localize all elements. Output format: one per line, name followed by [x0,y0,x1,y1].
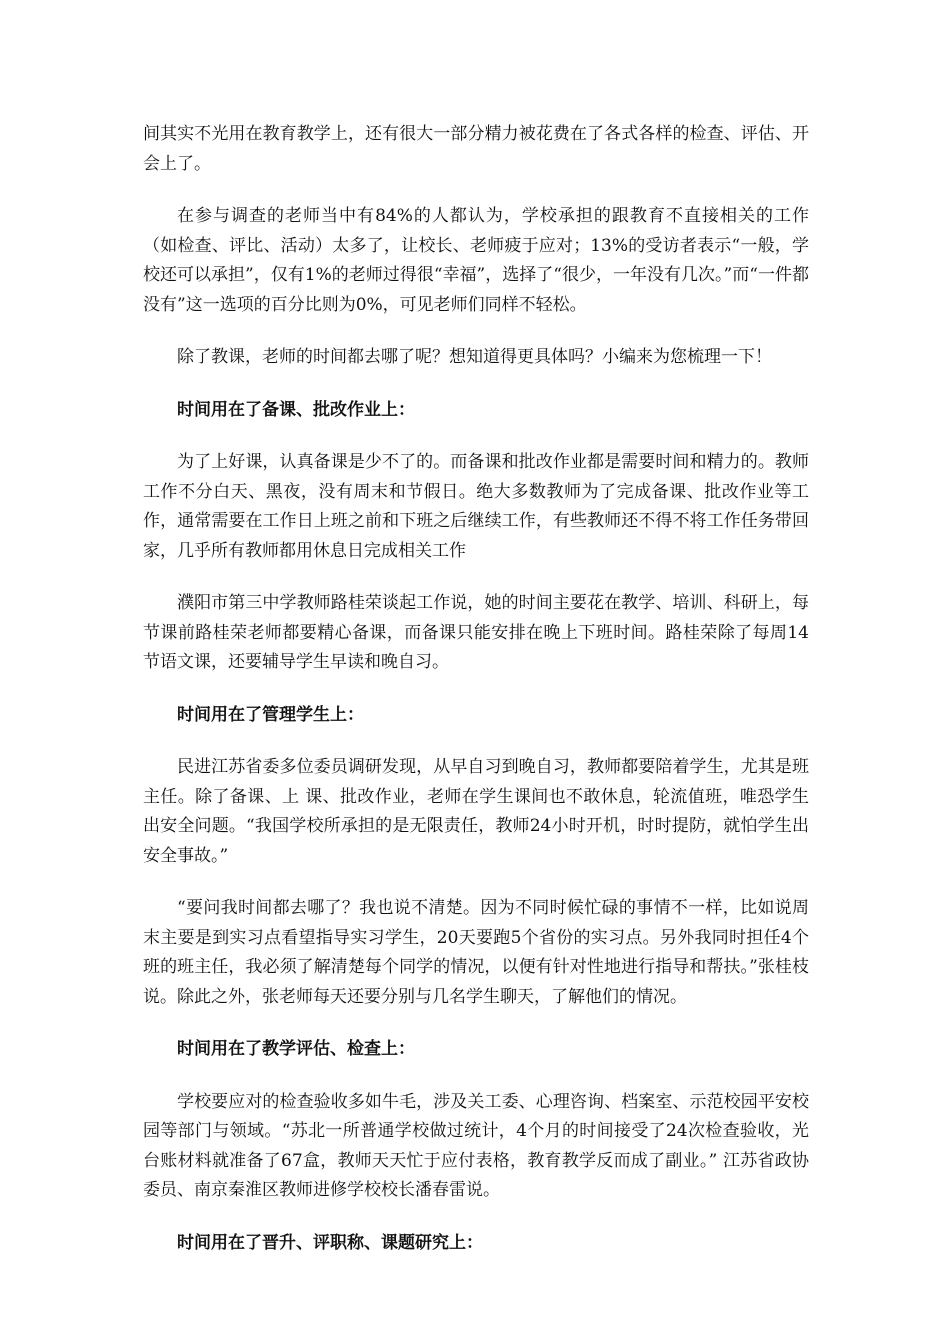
document-body [143,120,809,1281]
paragraph-teacher-example-zhang: “要问我时间都去哪了？我也说不清楚。因为不同时候忙碌的事情不一样，比如说周末主要是到实习点看望指导实习学生，20天要跑5个省份的实习点。另外我同时担任4个班的班主任，我必须了解清楚每个同学的情况，以便有针对性地进行指导和帮扶。”张桂枝说。除此之外，张老师每天还要分别与几名学生聊天，了解他们的情况。 [143,898,809,1007]
section-heading-lesson-prep: 时间用在了备课、批改作业上： [177,399,415,420]
paragraph-intro-question: 除了教课，老师的时间都去哪了呢？想知道得更具体吗？小编来为您梳理一下！ [177,347,772,367]
section-heading-promotion: 时间用在了晋升、评职称、课题研究上： [177,1232,483,1253]
section-heading-student-management: 时间用在了管理学生上： [177,704,364,725]
paragraph-teacher-example-lu: 濮阳市第三中学教师路桂荣谈起工作说，她的时间主要花在教学、培训、科研上，每节课前路桂荣老师都要精心备课，而备课只能安排在晚上下班时间。路桂荣除了每周14节语文课，还要辅导学生早读和晚自习。 [143,593,809,672]
paragraph-student-management: 民进江苏省委多位委员调研发现，从早自习到晚自习，教师都要陪着学生，尤其是班主任。除了备课、上 课、批改作业，老师在学生课间也不敢休息，轮流值班，唯恐学生出安全问题。“我国学校所承担的是无限责任，教师24小时开机，时时提防，就怕学生出安全事故。” [143,757,809,866]
paragraph-continuation: 间其实不光用在教育教学上，还有很大一部分精力被花费在了各式各样的检查、评估、开会上了。 [143,124,809,174]
section-heading-evaluation: 时间用在了教学评估、检查上： [177,1039,415,1059]
paragraph-survey-results: 在参与调查的老师当中有84%的人都认为，学校承担的跟教育不直接相关的工作（如检查、评比、活动）太多了，让校长、老师疲于应对；13%的受访者表示“一般，学校还可以承担”，仅有1%的老师过得很“幸福”，选择了“很少，一年没有几次。”而“一件都没有”这一选项的百分比则为0%，可见老师们同样不轻松。 [143,206,809,315]
paragraph-lesson-prep: 为了上好课，认真备课是少不了的。而备课和批改作业都是需要时间和精力的。教师工作不分白天、黑夜，没有周末和节假日。绝大多数教师为了完成备课、批改作业等工作，通常需要在工作日上班之前和下班之后继续工作，有些教师还不得不将工作任务带回家，几乎所有教师都用休息日完成相关工作 [143,452,809,561]
paragraph-evaluation: 学校要应对的检查验收多如牛毛，涉及关工委、心理咨询、档案室、示范校园平安校园等部门与领域。“苏北一所普通学校做过统计，4个月的时间接受了24次检查验收，光台账材料就准备了67盒，教师天天忙于应付表格，教育教学反而成了副业。” 江苏省政协委员、南京秦淮区教师进修学校校长潘春雷说。 [143,1091,809,1200]
